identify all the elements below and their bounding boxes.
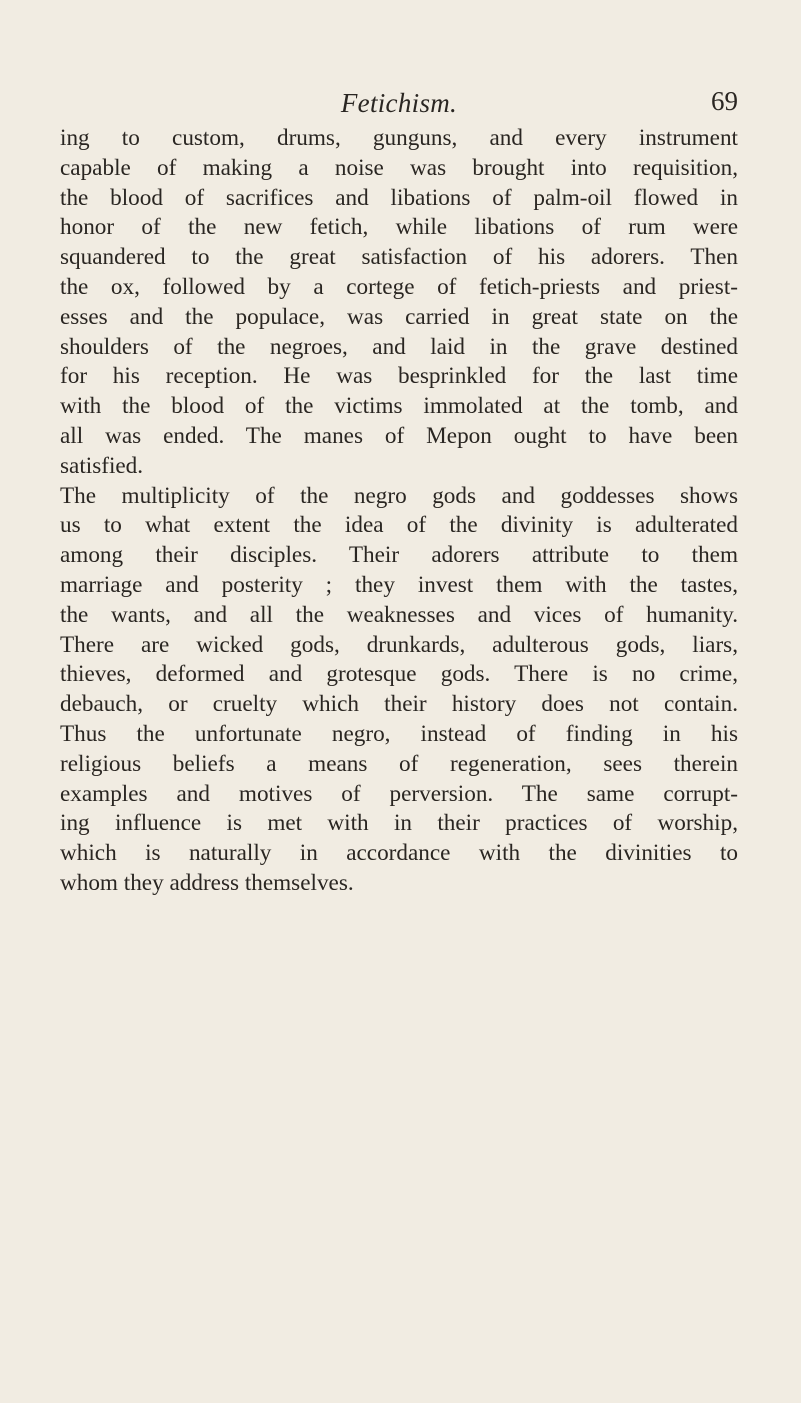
text-line: honor of the new fetich, while libations of rum were bbox=[60, 214, 738, 241]
text-line: debauch, or cruelty which their history does not contain. bbox=[60, 691, 738, 718]
text-line: us to what extent the idea of the divinity is adulterated bbox=[60, 512, 738, 539]
text-line: There are wicked gods, drunkards, adulterous gods, liars, bbox=[60, 631, 738, 658]
text-line: shoulders of the negroes, and laid in the grave destined bbox=[60, 333, 738, 360]
text-line: ing influence is met with in their practices of worship, bbox=[60, 810, 738, 837]
text-line: which is naturally in accordance with the divinities to bbox=[60, 840, 738, 867]
text-line: The multiplicity of the negro gods and goddesses shows bbox=[60, 482, 738, 509]
text-line: thieves, deformed and grotesque gods. There is no crime, bbox=[60, 661, 738, 688]
text-line: ing to custom, drums, gunguns, and every instrument bbox=[60, 125, 738, 151]
text-line: whom they address themselves. bbox=[60, 869, 354, 896]
text-line: the blood of sacrifices and libations of palm-oil flowed in bbox=[60, 184, 738, 211]
text-line: satisfied. bbox=[60, 452, 144, 479]
body-text bbox=[60, 124, 738, 899]
paragraph-2 bbox=[60, 482, 738, 899]
text-line: with the blood of the victims immolated at the tomb, and bbox=[60, 393, 738, 420]
text-line: squandered to the great satisfaction of his adorers. Then bbox=[60, 244, 738, 271]
running-head bbox=[60, 80, 738, 120]
text-line: examples and motives of perversion. The same corrupt- bbox=[60, 780, 738, 807]
text-line: religious beliefs a means of regeneration, sees therein bbox=[60, 750, 738, 777]
text-line: Thus the unfortunate negro, instead of finding in his bbox=[60, 720, 738, 747]
text-line: marriage and posterity ; they invest them with the tastes, bbox=[60, 571, 738, 598]
running-title: Fetichism. bbox=[340, 88, 458, 118]
text-line: among their disciples. Their adorers attribute to them bbox=[60, 542, 738, 569]
paragraph-1 bbox=[60, 124, 738, 482]
text-line: all was ended. The manes of Mepon ought to have been bbox=[60, 422, 738, 449]
text-line: capable of making a noise was brought into requisition, bbox=[60, 154, 738, 181]
text-line: esses and the populace, was carried in great state on the bbox=[60, 303, 738, 330]
text-line: the ox, followed by a cortege of fetich-priests and priest- bbox=[60, 273, 738, 300]
text-line: the wants, and all the weaknesses and vices of humanity. bbox=[60, 601, 738, 628]
page-number: 69 bbox=[711, 86, 738, 116]
text-line: for his reception. He was besprinkled for the last time bbox=[60, 363, 738, 390]
